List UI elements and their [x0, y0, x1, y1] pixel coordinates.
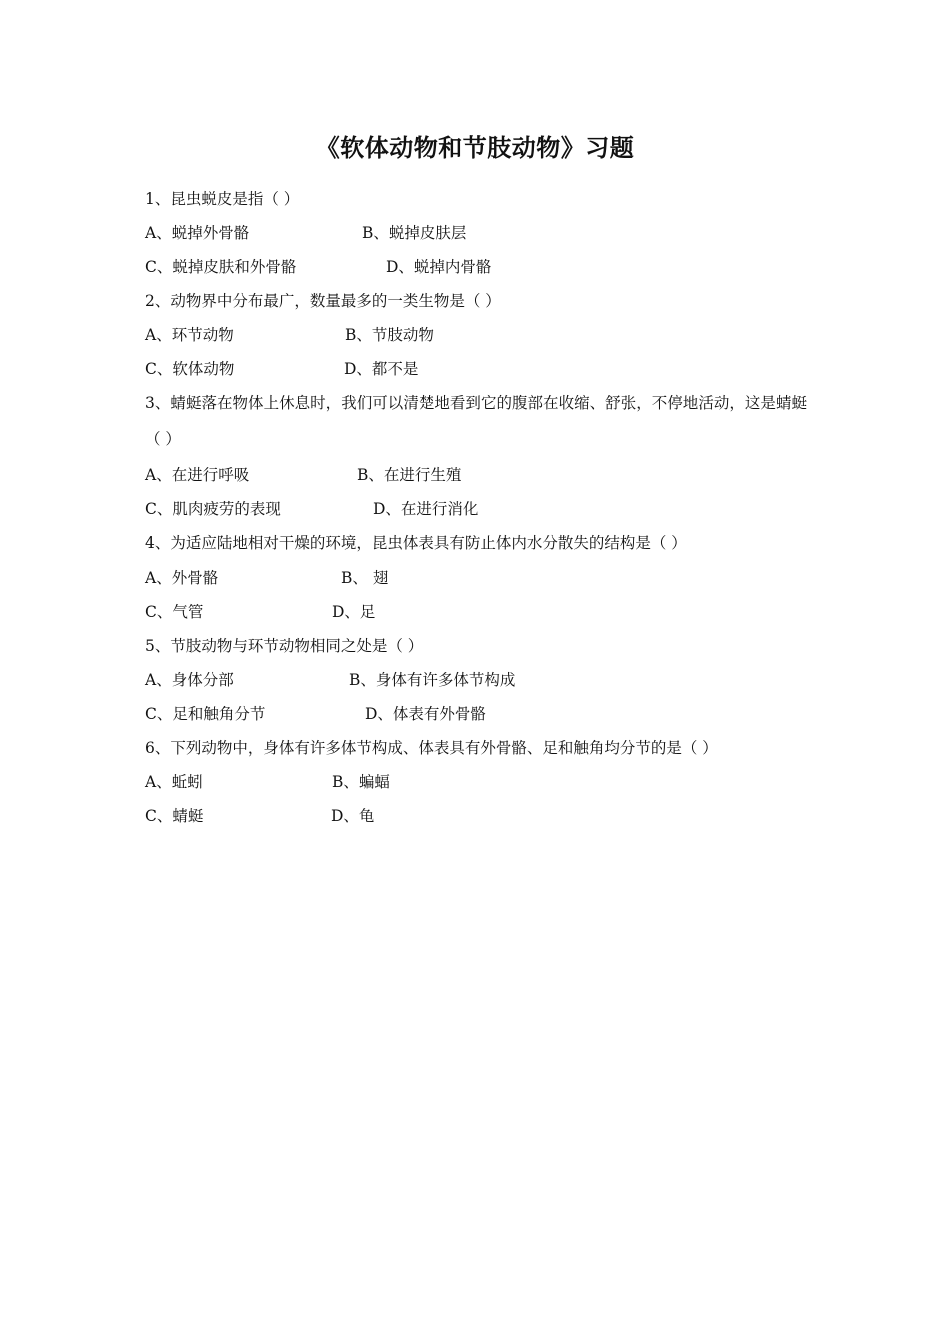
question-5-option-d: D、体表有外骨骼 — [365, 705, 486, 723]
question-2-option-b: B、节肢动物 — [345, 326, 434, 344]
question-5-option-a: A、身体分部 — [145, 671, 234, 689]
question-2-option-c: C、软体动物 — [145, 360, 235, 378]
question-1-stem: 1、昆虫蜕皮是指（ ） — [145, 190, 300, 208]
question-3-option-a: A、在进行呼吸 — [145, 466, 250, 484]
question-6-stem: 6、下列动物中，身体有许多体节构成、体表具有外骨骼、足和触角均分节的是（ ） — [145, 739, 718, 757]
question-4-option-c: C、气管 — [145, 603, 204, 621]
question-4-option-b: B、 翅 — [341, 569, 389, 587]
question-6-option-a: A、蚯蚓 — [145, 773, 203, 791]
question-5-option-b: B、身体有许多体节构成 — [349, 671, 516, 689]
question-2-option-d: D、都不是 — [344, 360, 419, 378]
question-6-option-b: B、蝙蝠 — [332, 773, 390, 791]
question-6-option-d: D、龟 — [331, 807, 375, 825]
question-4-option-a: A、外骨骼 — [145, 569, 219, 587]
question-1-option-d: D、蜕掉内骨骼 — [386, 258, 492, 276]
question-3-stem: 3、蜻蜓落在物体上休息时，我们可以清楚地看到它的腹部在收缩、舒张，不停地活动，这是蜻蜓（ ） — [145, 394, 807, 448]
question-1-option-a: A、蜕掉外骨骼 — [145, 224, 250, 242]
question-2-option-a: A、环节动物 — [145, 326, 234, 344]
question-3-option-c: C、肌肉疲劳的表现 — [145, 500, 281, 518]
question-1-option-c: C、蜕掉皮肤和外骨骼 — [145, 258, 297, 276]
question-4-stem: 4、为适应陆地相对干燥的环境，昆虫体表具有防止体内水分散失的结构是（ ） — [145, 534, 687, 552]
question-1-option-b: B、蜕掉皮肤层 — [362, 224, 467, 242]
question-5-stem: 5、节肢动物与环节动物相同之处是（ ） — [145, 637, 424, 655]
question-2-stem: 2、动物界中分布最广，数量最多的一类生物是（ ） — [145, 292, 501, 310]
question-6-option-c: C、蜻蜓 — [145, 807, 204, 825]
page-title: 《软体动物和节肢动物》习题 — [315, 133, 635, 162]
question-4-option-d: D、足 — [332, 603, 376, 621]
question-5-option-c: C、足和触角分节 — [145, 705, 266, 723]
question-3-option-d: D、在进行消化 — [373, 500, 479, 518]
question-3-option-b: B、在进行生殖 — [357, 466, 462, 484]
